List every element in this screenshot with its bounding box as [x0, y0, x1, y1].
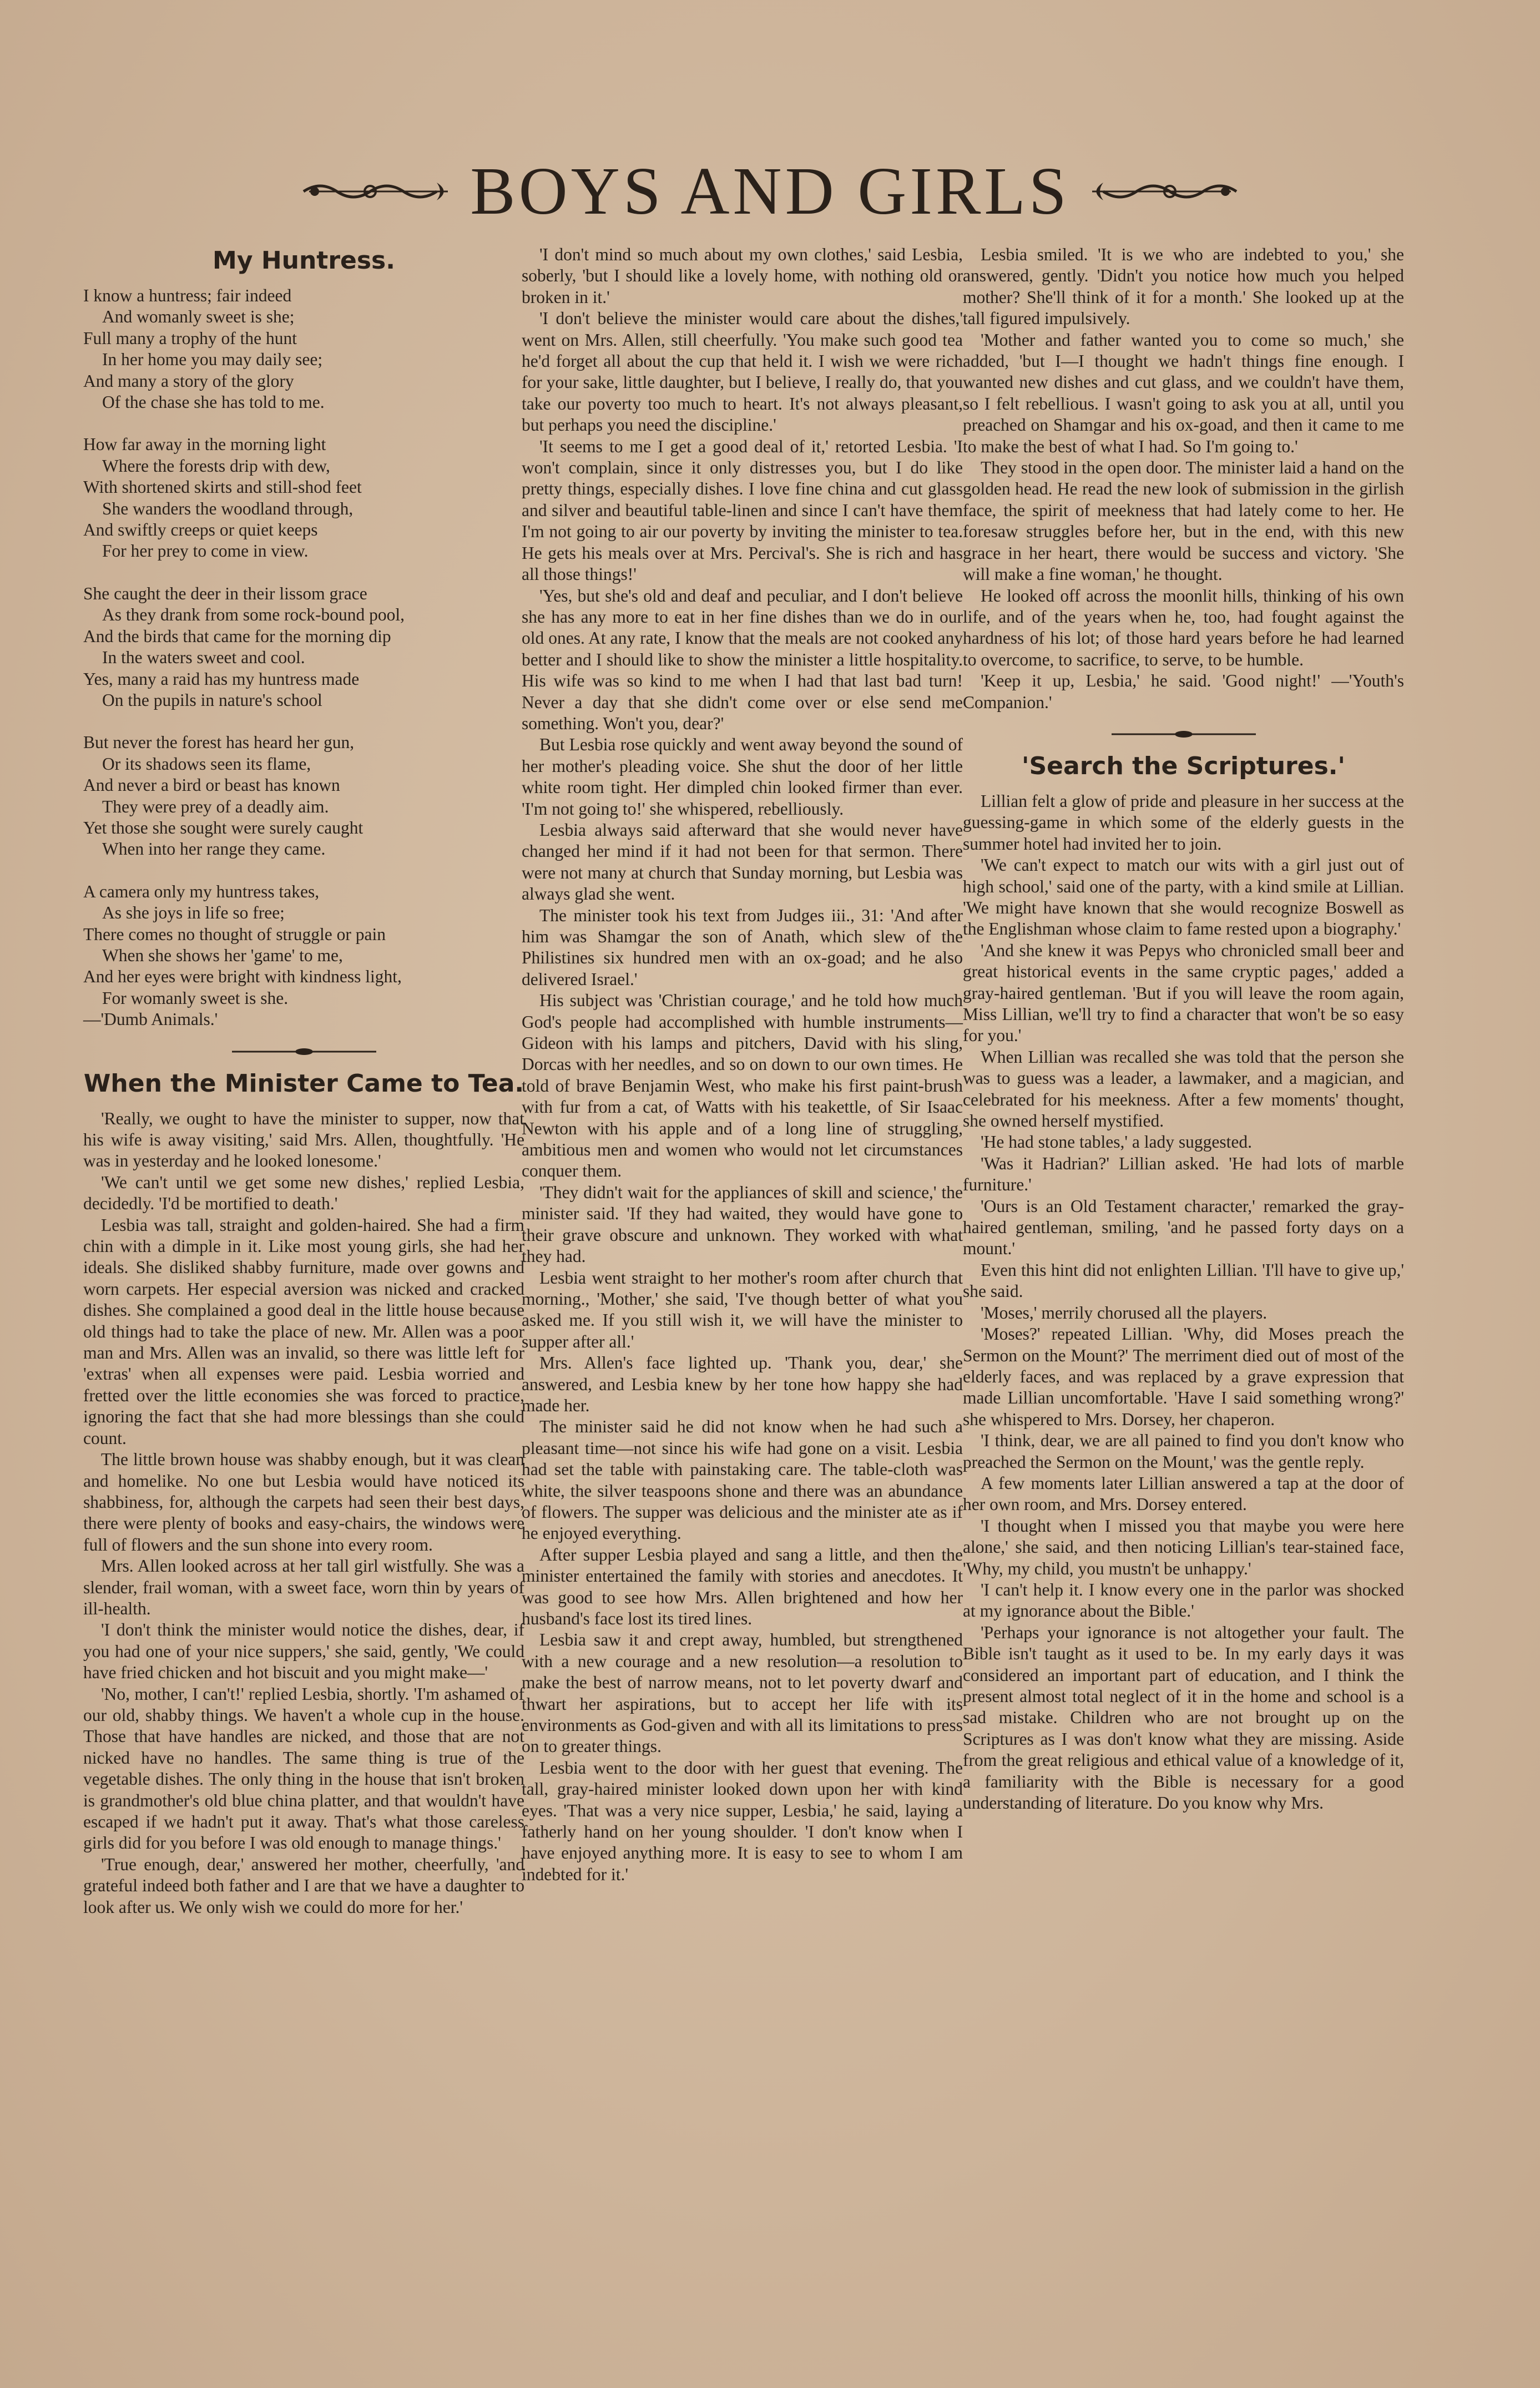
- poem-line: And the birds that came for the morning dip: [83, 626, 391, 646]
- poem-source: —'Dumb Animals.': [83, 1009, 218, 1029]
- story-title: When the Minister Came to Tea.: [83, 1069, 524, 1098]
- paragraph: 'Moses?' repeated Lillian. 'Why, did Moses preach the Sermon on the Mount?' The merriment died out of most of the elderly faces, and was replaced by a grave expression that made Lillian uncomfortable. 'Have I said something wrong?' she whispered to Mrs. Dorsey, her chaperon.: [963, 1324, 1404, 1429]
- poem-line: When into her range they came.: [102, 839, 326, 859]
- paragraph: 'I don't mind so much about my own clothes,' said Lesbia, soberly, 'but I should like a lovely home, with nothing old or broken in it.': [522, 245, 963, 307]
- poem-line: I know a huntress; fair indeed: [83, 286, 292, 305]
- poem-title: My Huntress.: [213, 246, 395, 275]
- paragraph: 'Keep it up, Lesbia,' he said. 'Good night!' —'Youth's Companion.': [963, 671, 1404, 712]
- paragraph: The minister said he did not know when he had such a pleasant time—not since his wife had gone on a visit. Lesbia had set the table with painstaking care. The table-cloth was white, the silver teaspoons shone and there was an abundance of flowers. The supper was delicious and the minister ate as if he enjoyed everything.: [522, 1417, 963, 1543]
- paragraph: 'I don't think the minister would notice the dishes, dear, if you had one of your nice suppers,' she said, gently, 'We could have fried chicken and hot biscuit and you might make—': [83, 1620, 524, 1683]
- poem-line: They were prey of a deadly aim.: [102, 796, 329, 816]
- paragraph: Mrs. Allen looked across at her tall girl wistfully. She was a slender, frail woman, with a sweet face, worn thin by years of ill-health.: [83, 1556, 524, 1618]
- paragraph: 'They didn't wait for the appliances of skill and science,' the minister said. 'If they had waited, they would have gone to their grave obscure and unknown. They worked with what they had.: [522, 1182, 963, 1266]
- paragraph: After supper Lesbia played and sang a little, and then the minister entertained the family with stories and anecdotes. It was good to see how Mrs. Allen brightened and how her husband's face lost its tired lines.: [522, 1544, 963, 1628]
- paragraph: 'Moses,' merrily chorused all the players.: [981, 1302, 1268, 1322]
- paragraph: 'No, mother, I can't!' replied Lesbia, shortly. 'I'm ashamed of our old, shabby things. We haven't a whole cup in the house. Those that have handles are nicked, and those that are not nicked have no handles. The same thing is true of the vegetable dishes. The only thing in the house that isn't broken is grandmother's old blue china platter, and that wouldn't have escaped if we hadn't put it away. That's what those careless girls did for you before I was old enough to manage things.': [83, 1684, 524, 1853]
- paragraph: The minister took his text from Judges iii., 31: 'And after him was Shamgar the son of Anath, which slew of the Philistines six hundred men with an ox-goad; and he also delivered Israel.': [522, 905, 963, 989]
- poem-line: And many a story of the glory: [83, 371, 294, 391]
- poem-line: Yet those she sought were surely caught: [83, 817, 363, 837]
- paragraph: Lillian felt a glow of pride and pleasure in her success at the guessing-game in which some of the elderly guests in the summer hotel had invited her to join.: [963, 791, 1404, 854]
- poem-line: On the pupils in nature's school: [102, 690, 322, 710]
- poem-line: Or its shadows seen its flame,: [102, 754, 311, 774]
- paragraph: He looked off across the moonlit hills, thinking of his own life, and of the years when he, too, had fought against the hardness of his lot; of those hard years before he had learned to overcome, to sacrifice, to serve, to be humble.: [963, 585, 1404, 669]
- poem-line: And her eyes were bright with kindness light,: [83, 967, 402, 987]
- divider-ornament-icon: [232, 1047, 376, 1056]
- paragraph: 'I think, dear, we are all pained to find you don't know who preached the Sermon on the Mount,' was the gentle reply.: [963, 1431, 1404, 1472]
- poem-line: But never the forest has heard her gun,: [83, 733, 355, 753]
- poem-body: [83, 285, 524, 1031]
- section-divider: [963, 730, 1404, 739]
- paragraph: The little brown house was shabby enough, but it was clean and homelike. No one but Lesbia would have noticed its shabbiness, for, although the carpets had seen their best days, there were plenty of books and easy-chairs, the windows were full of flowers and the sun shone into every room.: [83, 1450, 524, 1554]
- poem-line: Where the forests drip with dew,: [102, 456, 330, 476]
- paragraph: 'And she knew it was Pepys who chronicled small beer and great historical events in the same cryptic pages,' added a gray-haired gentleman. 'But if you will leave the room again, Miss Lillian, we'll try to find a character that won't be so easy for you.': [963, 940, 1404, 1046]
- column-1: [83, 244, 524, 1918]
- paragraph: Lesbia saw it and crept away, humbled, but strengthened with a new courage and a new resolution—a resolution to make the best of narrow means, not to let poverty dwarf and thwart her aspirations, but to accept her life with its environments as God-given and with all its limitations to press on to greater things.: [522, 1630, 963, 1756]
- poem-line: And womanly sweet is she;: [102, 307, 295, 327]
- poem-stanza: [83, 434, 524, 562]
- poem-stanza: [83, 881, 524, 1009]
- poem-line: A camera only my huntress takes,: [83, 881, 320, 901]
- paragraph: Lesbia went straight to her mother's room after church that morning., 'Mother,' she said, 'I've though better of what you asked me. If you still wish it, we will have the minister to supper after all.': [522, 1268, 963, 1351]
- paragraph: 'He had stone tables,' a lady suggested.: [981, 1132, 1252, 1152]
- paragraph: 'I can't help it. I know every one in the parlor was shocked at my ignorance about the Bible.': [963, 1579, 1404, 1621]
- poem-line: Full many a trophy of the hunt: [83, 328, 297, 348]
- paragraph: Mrs. Allen's face lighted up. 'Thank you, dear,' she answered, and Lesbia knew by her tone how happy she had made her.: [522, 1353, 963, 1415]
- poem-line: She caught the deer in their lissom grace: [83, 583, 367, 603]
- story-body: [83, 1108, 524, 1918]
- paragraph: 'Really, we ought to have the minister to supper, now that his wife is away visiting,' said Mrs. Allen, thoughtfully. 'He was in yesterday and he looked lonesome.': [83, 1108, 524, 1171]
- paragraph: 'Ours is an Old Testament character,' remarked the gray-haired gentleman, smiling, 'and he passed forty days on a mount.': [963, 1196, 1404, 1259]
- poem-line: There comes no thought of struggle or pain: [83, 924, 386, 944]
- paragraph: Lesbia smiled. 'It is we who are indebted to you,' she answered, gently. 'Didn't you notice how much you helped mother? She'll think of it for a month.' She looked up at the tall figured impulsively.: [963, 245, 1404, 329]
- paragraph: They stood in the open door. The minister laid a hand on the golden head. He read the new look of submission in the girlish face, the spirit of meekness that had lately come to her. He foresaw struggles before her, but in the end, with this new grace in her heart, there would be success and victory. 'She will make a fine woman,' he thought.: [963, 458, 1404, 584]
- paragraph: Even this hint did not enlighten Lillian. 'I'll have to give up,' she said.: [963, 1260, 1404, 1301]
- divider-ornament-icon: [1112, 730, 1256, 739]
- poem-stanza: [83, 583, 524, 711]
- paragraph: 'We can't until we get some new dishes,' replied Lesbia, decidedly. 'I'd be mortified to death.': [83, 1172, 524, 1214]
- column-3: [963, 244, 1404, 1814]
- poem-line: When she shows her 'game' to me,: [102, 945, 343, 965]
- paragraph: 'It seems to me I get a good deal of it,' retorted Lesbia. 'I won't complain, since it only distresses you, but I do like pretty things, especially dishes. I love fine china and cut glass and silver and beautiful table-linen and since I can't have them I'm not going to air our poverty by inviting the minister to tea. He gets his meals over at Mrs. Percival's. She is rich and has all those things!': [522, 436, 963, 584]
- paragraph: 'Perhaps your ignorance is not altogether your fault. The Bible isn't taught as it used to be. In my early days it was considered an important part of education, and I think the present almost total neglect of it in the home and school is a sad mistake. Children who are not brought up on the Scriptures as I was don't know what they are missing. Aside from the great religious and ethical value of a knowledge of it, a familiarity with the Bible is necessary for a good understanding of literature. Do you know why Mrs.: [963, 1622, 1404, 1813]
- poem-line: For womanly sweet is she.: [102, 988, 289, 1008]
- paragraph: 'Mother and father wanted you to come so much,' she added, 'but I—I thought we hadn't things fine enough. I wanted new dishes and cut glass, and we couldn't have them, so I felt rebellious. I wasn't going to ask you at all, until you preached on Shamgar and his ox-goad, and then it came to me to make the best of what I had. So I'm going to.': [963, 330, 1404, 456]
- poem-line: As she joys in life so free;: [102, 903, 285, 923]
- paragraph: When Lillian was recalled she was told that the person she was to guess was a leader, a lawmaker, and a magician, and celebrated for his meekness. After a few moments' thought, she owned herself mystified.: [963, 1047, 1404, 1131]
- poem-line: In her home you may daily see;: [102, 350, 323, 370]
- paragraph: 'I thought when I missed you that maybe you were here alone,' she said, and then noticing Lillian's tear-stained face, 'Why, my child, you mustn't be unhappy.': [963, 1516, 1404, 1578]
- left-ornament-icon: [298, 175, 453, 208]
- paragraph: 'We can't expect to match our wits with a girl just out of high school,' said one of the party, with a kind smile at Lillian. 'We might have known that she would recognize Boswell as the Englishman whose claim to fame rested upon a biography.': [963, 855, 1404, 939]
- poem-line: How far away in the morning light: [83, 435, 326, 455]
- paragraph: But Lesbia rose quickly and went away beyond the sound of her mother's pleading voice. She shut the door of her little white room tight. Her dimpled chin looked firmer than ever. 'I'm not going to!' she whispered, rebelliously.: [522, 735, 963, 819]
- poem-line: And never a bird or beast has known: [83, 775, 340, 795]
- poem-line: As they drank from some rock-bound pool,: [102, 605, 405, 625]
- story-title: 'Search the Scriptures.': [1022, 751, 1345, 780]
- right-ornament-icon: [1087, 175, 1242, 208]
- paragraph: 'Was it Hadrian?' Lillian asked. 'He had lots of marble furniture.': [963, 1153, 1404, 1195]
- paragraph: Lesbia was tall, straight and golden-haired. She had a firm chin with a dimple in it. Like most young girls, she had her ideals. She disliked shabby furniture, made over gowns and worn carpets. Her especial aversion was nicked and cracked dishes. She complained a good deal in the little house because old things had to take the place of new. Mr. Allen was a poor man and Mrs. Allen was an invalid, so there was little left for 'extras' when all expenses were paid. Lesbia worried and fretted over the little economies she was forced to practice, ignoring the fact that she had more blessings than she could count.: [83, 1215, 524, 1448]
- poem-line: In the waters sweet and cool.: [102, 648, 305, 668]
- paragraph: Lesbia always said afterward that she would never have changed her mind if it had not been for that sermon. There were not many at church that Sunday morning, but Lesbia was always glad she went.: [522, 820, 963, 904]
- poem-line: With shortened skirts and still-shod feet: [83, 477, 362, 497]
- paragraph: Lesbia went to the door with her guest that evening. The tall, gray-haired minister looked down upon her with kind eyes. 'That was a very nice supper, Lesbia,' he said, laying a fatherly hand on her young shoulder. 'I don't know when I have enjoyed anything more. It is easy to see to whom I am indebted for it.': [522, 1758, 963, 1884]
- poem-stanza: [83, 732, 524, 860]
- poem-stanza: [83, 285, 524, 413]
- story-body: [963, 791, 1404, 1814]
- poem-line: Of the chase she has told to me.: [102, 392, 325, 412]
- paragraph: 'True enough, dear,' answered her mother, cheerfully, 'and grateful indeed both father and I are that we have a daughter to look after us. We only wish we could do more for her.': [83, 1854, 524, 1917]
- paragraph: His subject was 'Christian courage,' and he told how much God's people had accomplished with humble instruments—Gideon with his lamps and pitchers, David with his sling, Dorcas with her needles, and so on down to our own times. He told of brave Benjamin West, who make his first paint-brush with fur from a cat, of Watts with his teakettle, of Sir Isaac Newton with his apple and of a long line of struggling, ambitious men and women who would not let circumstances conquer them.: [522, 991, 963, 1181]
- poem-line: And swiftly creeps or quiet keeps: [83, 520, 318, 540]
- section-divider: [83, 1047, 524, 1056]
- poem-line: She wanders the woodland through,: [102, 498, 354, 518]
- poem-line: For her prey to come in view.: [102, 541, 309, 561]
- paragraph: 'I don't believe the minister would care about the dishes,' went on Mrs. Allen, still cheerfully. 'You make such good tea he'd forget all about the cup that held it. I wish we were rich for your sake, little daughter, but I believe, I really do, that you take our poverty too much to heart. It's not always pleasant, but perhaps you need the discipline.': [522, 309, 963, 435]
- paragraph: A few moments later Lillian answered a tap at the door of her own room, and Mrs. Dorsey entered.: [963, 1473, 1404, 1514]
- masthead: [0, 150, 1540, 233]
- poem-line: Yes, many a raid has my huntress made: [83, 669, 360, 689]
- column-2: [522, 244, 963, 1885]
- section-title: BOYS AND GIRLS: [470, 154, 1070, 229]
- paragraph: 'Yes, but she's old and deaf and peculiar, and I don't believe she has any more to eat in her fine dishes than we do in our old ones. At any rate, I know that the meals are not cooked any better and I should like to show the minister a little hospitality. His wife was so kind to me when I had that last bad turn! Never a day that she didn't come over or else send me something. Won't you, dear?': [522, 585, 963, 733]
